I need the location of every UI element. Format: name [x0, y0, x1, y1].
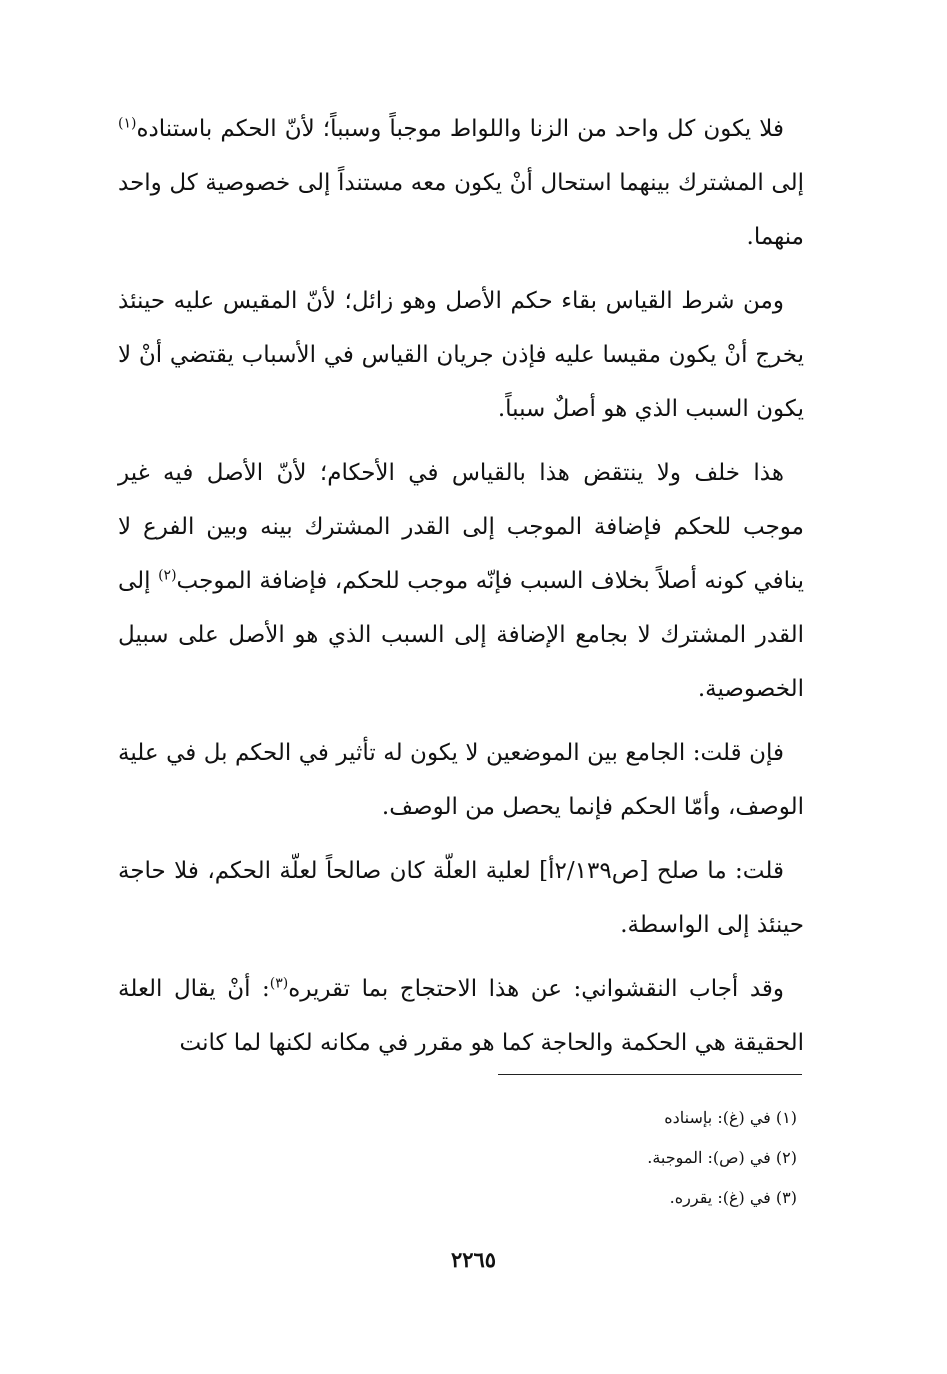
- paragraph-5: قلت: ما صلح [ص٢/١٣٩أ] لعلية العلّة كان صالحاً لعلّة الحكم، فلا حاجة حينئذ إلى الواسطة.: [118, 858, 804, 938]
- footnote-3: (٣) في (غ): يقرره.: [669, 1188, 797, 1207]
- paragraph-3-text-b: إلى القدر المشترك لا بجامع الإضافة إلى السبب الذي هو الأصل على سبيل الخصوصية.: [118, 568, 804, 702]
- paragraph-4: فإن قلت: الجامع بين الموضعين لا يكون له تأثير في الحكم بل في علية الوصف، وأمّا الحكم فإنما يحصل من الوصف.: [118, 740, 804, 820]
- page-number: ٢٢٦٥: [450, 1247, 497, 1272]
- footnote-2: (٢) في (ص): الموجبة.: [647, 1148, 797, 1167]
- footnote-ref-2: (٢): [158, 567, 177, 584]
- paragraph-1-text-a: فلا يكون كل واحد من الزنا واللواط موجباً وسبباً؛ لأنّ الحكم باستناده: [136, 116, 784, 142]
- main-text: [118, 102, 804, 1080]
- footnote-ref-3: (٣): [269, 975, 289, 992]
- paragraph-2: ومن شرط القياس بقاء حكم الأصل وهو زائل؛ لأنّ المقيس عليه حينئذ يخرج أنْ يكون مقيسا عليه فإذن جريان القياس في الأسباب يقتضي أنْ لا يكون السبب الذي هو أصلٌ سبباً.: [118, 288, 804, 422]
- paragraph-6-text-b: : أنْ يقال العلة الحقيقة هي الحكمة والحاجة كما هو مقرر في مكانه لكنها لما كانت: [118, 976, 804, 1056]
- paragraph-1: [118, 102, 804, 264]
- paragraph-6-text-a: وقد أجاب النقشواني: عن هذا الاحتجاج بما تقريره: [288, 976, 784, 1002]
- footnotes: [397, 1098, 797, 1218]
- footnote-1: (١) في (غ): بإسناده: [664, 1108, 797, 1127]
- footnote-divider: [498, 1074, 802, 1075]
- paragraph-3-text-a: هذا خلف ولا ينتقض هذا بالقياس في الأحكام؛ لأنّ الأصل فيه غير موجب للحكم فإضافة الموجب إلى القدر المشترك بينه وبين الفرع لا ينافي كونه أصلاً بخلاف السبب فإنّه موجب للحكم، فإضافة الموجب: [118, 460, 804, 594]
- paragraph-3: [118, 446, 804, 716]
- paragraph-1-text-b: إلى المشترك بينهما استحال أنْ يكون معه مستنداً إلى خصوصية كل واحد منهما.: [118, 170, 804, 250]
- footnote-ref-1: (١): [118, 115, 137, 132]
- paragraph-6: [118, 962, 804, 1070]
